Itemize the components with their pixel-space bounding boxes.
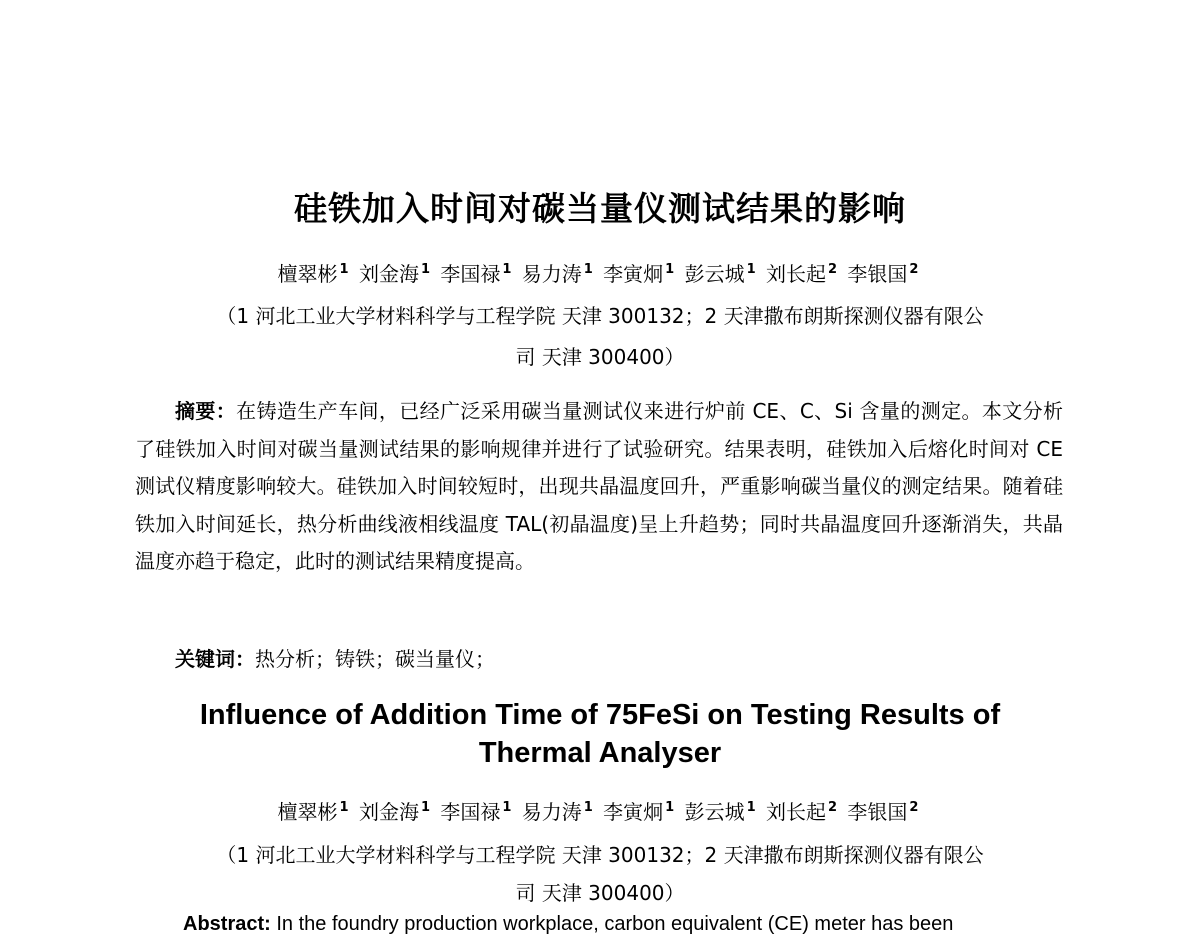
affiliation-marker: 1: [420, 262, 430, 278]
affiliation-line-1-en-section: （1 河北工业大学材料科学与工程学院 天津 300132；2 天津撒布朗斯探测仪器有限公: [216, 843, 984, 867]
affiliation-marker: 2: [909, 800, 919, 816]
author-name: 彭云城: [684, 800, 745, 824]
author-list-en-section: [0, 796, 1200, 825]
author-name: 李银国: [847, 262, 908, 286]
affiliation-marker: 1: [665, 800, 675, 816]
affiliation-marker: 1: [339, 800, 349, 816]
affiliation-marker: 1: [502, 262, 512, 278]
author-name: 李国禄: [440, 800, 501, 824]
author-name: 刘金海: [358, 800, 419, 824]
author-name: 李银国: [847, 800, 908, 824]
author-name: 易力涛: [521, 262, 582, 286]
affiliation-marker: 2: [827, 800, 838, 816]
author-list: [0, 258, 1200, 287]
abstract-en-label: Abstract:: [183, 913, 271, 935]
affiliation-marker: 1: [502, 800, 512, 816]
keywords-text: 热分析；铸铁；碳当量仪；: [255, 647, 495, 671]
paper-title-cn: 硅铁加入时间对碳当量仪测试结果的影响: [294, 189, 906, 228]
author-name: 李国禄: [440, 262, 501, 286]
abstract-cn: [135, 393, 1063, 581]
author-name: 檀翠彬: [277, 800, 338, 824]
paper-title-en-line-2: Thermal Analyser: [478, 737, 722, 769]
abstract-en: [135, 913, 1063, 936]
affiliation-marker: 1: [746, 262, 756, 278]
affiliation-marker: 1: [339, 262, 349, 278]
author-name: 易力涛: [521, 800, 582, 824]
abstract-cn-label: 摘要：: [175, 399, 237, 423]
affiliation-marker: 1: [583, 262, 593, 278]
affiliation-marker: 1: [746, 800, 756, 816]
affiliation-marker: 2: [909, 262, 919, 278]
affiliation-marker: 2: [827, 262, 838, 278]
abstract-cn-text: 在铸造生产车间，已经广泛采用碳当量测试仪来进行炉前 CE、C、Si 含量的测定。本文分析了硅铁加入时间对碳当量测试结果的影响规律并进行了试验研究。结果表明，硅铁加入后熔化时间对 CE 测试仪精度影响较大。硅铁加入时间较短时，出现共晶温度回升，严重影响碳当量仪的测定结果。随着硅铁加入时间延长，热分析曲线液相线温度 TAL(初晶温度)呈上升趋势；同时共晶温度回升逐渐消失，共晶温度亦趋于稳定，此时的测试结果精度提高。: [135, 399, 1063, 573]
keywords-label: 关键词：: [175, 647, 255, 671]
author-name: 刘长起: [765, 800, 826, 824]
affiliation-line-2-en-section: 司 天津 300400）: [515, 881, 685, 905]
paper-title-en-line-1: Influence of Addition Time of 75FeSi on Testing Results of: [199, 699, 1001, 731]
affiliation-marker: 1: [420, 800, 430, 816]
affiliation-line-1: （1 河北工业大学材料科学与工程学院 天津 300132；2 天津撒布朗斯探测仪器有限公: [216, 304, 984, 328]
author-name: 檀翠彬: [277, 262, 338, 286]
affiliation-marker: 1: [583, 800, 593, 816]
author-name: 李寅炯: [603, 262, 664, 286]
affiliation-marker: 1: [665, 262, 675, 278]
author-name: 刘长起: [765, 262, 826, 286]
author-name: 刘金海: [358, 262, 419, 286]
keywords: [135, 641, 1063, 679]
abstract-en-text: In the foundry production workplace, carbon equivalent (CE) meter has been: [270, 913, 954, 935]
author-name: 彭云城: [684, 262, 745, 286]
affiliation-line-2: 司 天津 300400）: [515, 345, 685, 369]
author-name: 李寅炯: [603, 800, 664, 824]
